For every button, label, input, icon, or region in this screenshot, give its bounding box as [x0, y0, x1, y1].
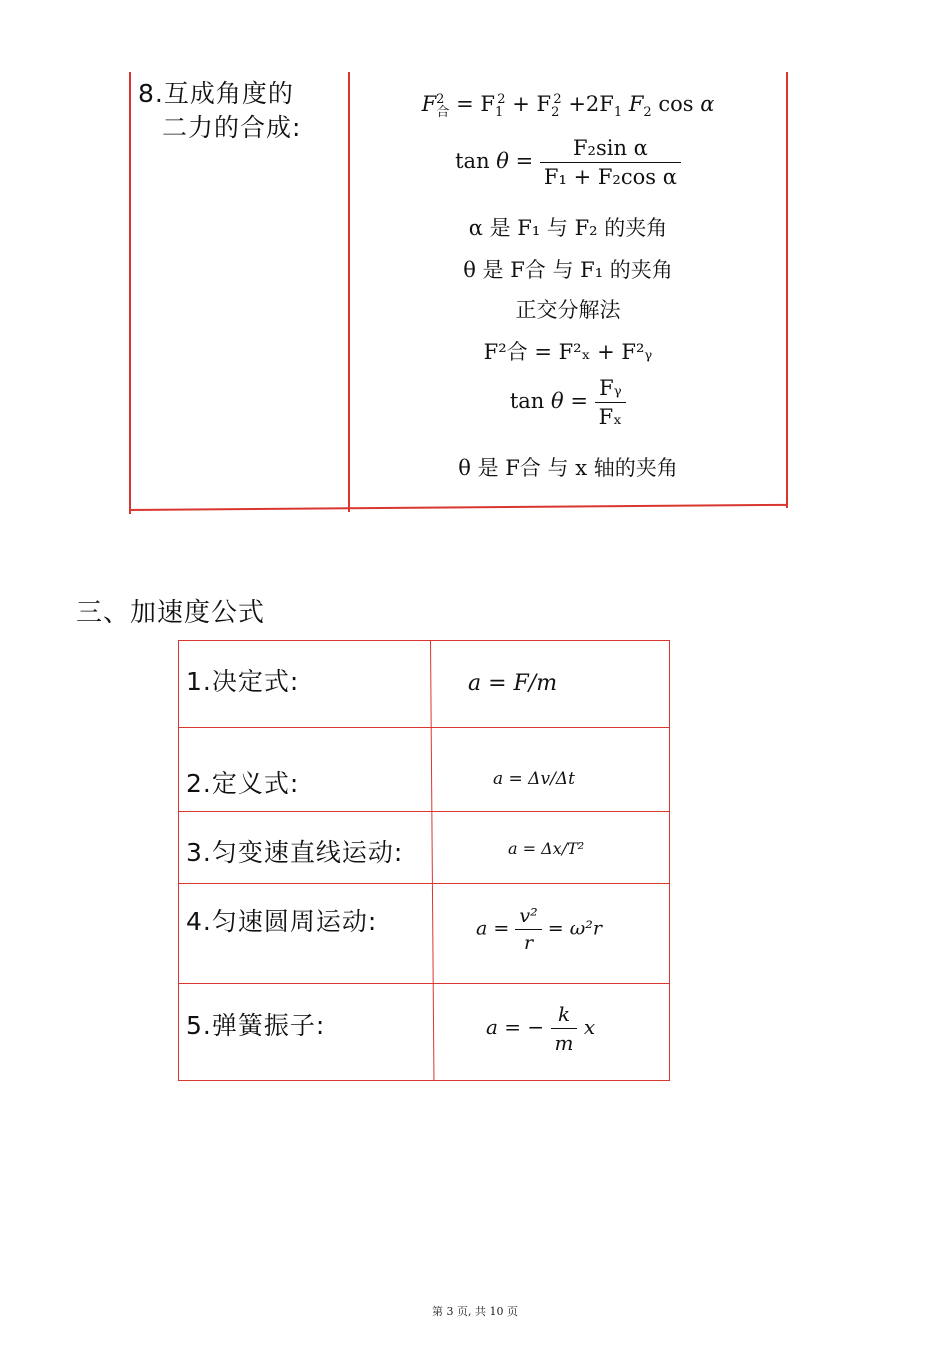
orthogonal-method-title: 正交分解法 — [515, 298, 621, 322]
accel-row-5-formula: a = − $\frac{k}{m}$ x — [486, 1002, 596, 1055]
accel-row-4-label: 4.匀速圆周运动: — [186, 907, 378, 936]
accel-row-3-formula: a = Δx/T² — [508, 839, 585, 858]
accel-table-right-border — [669, 640, 670, 1081]
accel-row-4-formula: a = $\frac{\text{v²}}{r}$ = ω²r — [476, 905, 602, 954]
formula-x-axis-note: θ 是 F合 与 x 轴的夹角 — [458, 456, 678, 480]
formula-alpha-note: α 是 F₁ 与 F₂ 的夹角 — [468, 216, 668, 240]
formula-orthogonal-sum: F²合 = F²ₓ + F²ᵧ — [483, 340, 653, 364]
accel-table-left-border — [178, 640, 179, 1081]
accel-row-3-label: 3.匀变速直线运动: — [186, 838, 404, 867]
top-table-bottom-border — [129, 504, 788, 511]
accel-row-1-label: 1.决定式: — [186, 667, 300, 696]
section-heading: 三、加速度公式 — [76, 598, 266, 628]
fraction-tan-1: $\frac{\text{F₂sin α}}{\text{F₁ + F₂cos α}}$ — [540, 136, 681, 189]
fraction-k-over-m: $\frac{k}{m}$ — [551, 1002, 578, 1055]
top-table-left-border — [129, 72, 131, 514]
accel-row-divider-1 — [178, 727, 670, 728]
accel-row-5-label: 5.弹簧振子: — [186, 1011, 326, 1040]
accel-row-1-formula: a = F/m — [468, 671, 558, 696]
accel-row-divider-2 — [178, 811, 670, 812]
formula-tan-theta-2: tan θ = $\frac{\text{Fᵧ}}{\text{Fₓ}}$ — [352, 376, 784, 429]
page-footer: 第 3 页, 共 10 页 — [432, 1305, 518, 1318]
formula-resultant-squared: $F^2_合 = F_1^2 + F_2^2 +2F_1$ $F_2$ cos α — [421, 92, 715, 121]
top-label-line1: 8.互成角度的 — [138, 79, 294, 108]
fraction-v2-over-r: $\frac{\text{v²}}{r}$ — [515, 905, 541, 954]
fraction-tan-2: $\frac{\text{Fᵧ}}{\text{Fₓ}}$ — [595, 376, 626, 429]
accel-row-2-formula: a = Δv/Δt — [493, 769, 575, 789]
top-label-line2: 二力的合成: — [162, 113, 302, 142]
top-table-divider — [348, 72, 350, 512]
formula-tan-theta-1: tan θ = $\frac{\text{F₂sin α}}{\text{F₁ + F₂cos α}}$ — [352, 136, 784, 189]
accel-row-divider-3 — [178, 883, 670, 884]
accel-table-bottom-border — [178, 1080, 670, 1081]
accel-table-col-divider — [430, 640, 435, 1081]
accel-row-2-label: 2.定义式: — [186, 769, 300, 798]
accel-table-top-border — [178, 640, 670, 641]
top-table-right-border — [786, 72, 788, 508]
formula-theta-note: θ 是 F合 与 F₁ 的夹角 — [463, 258, 673, 282]
accel-row-divider-4 — [178, 983, 670, 984]
